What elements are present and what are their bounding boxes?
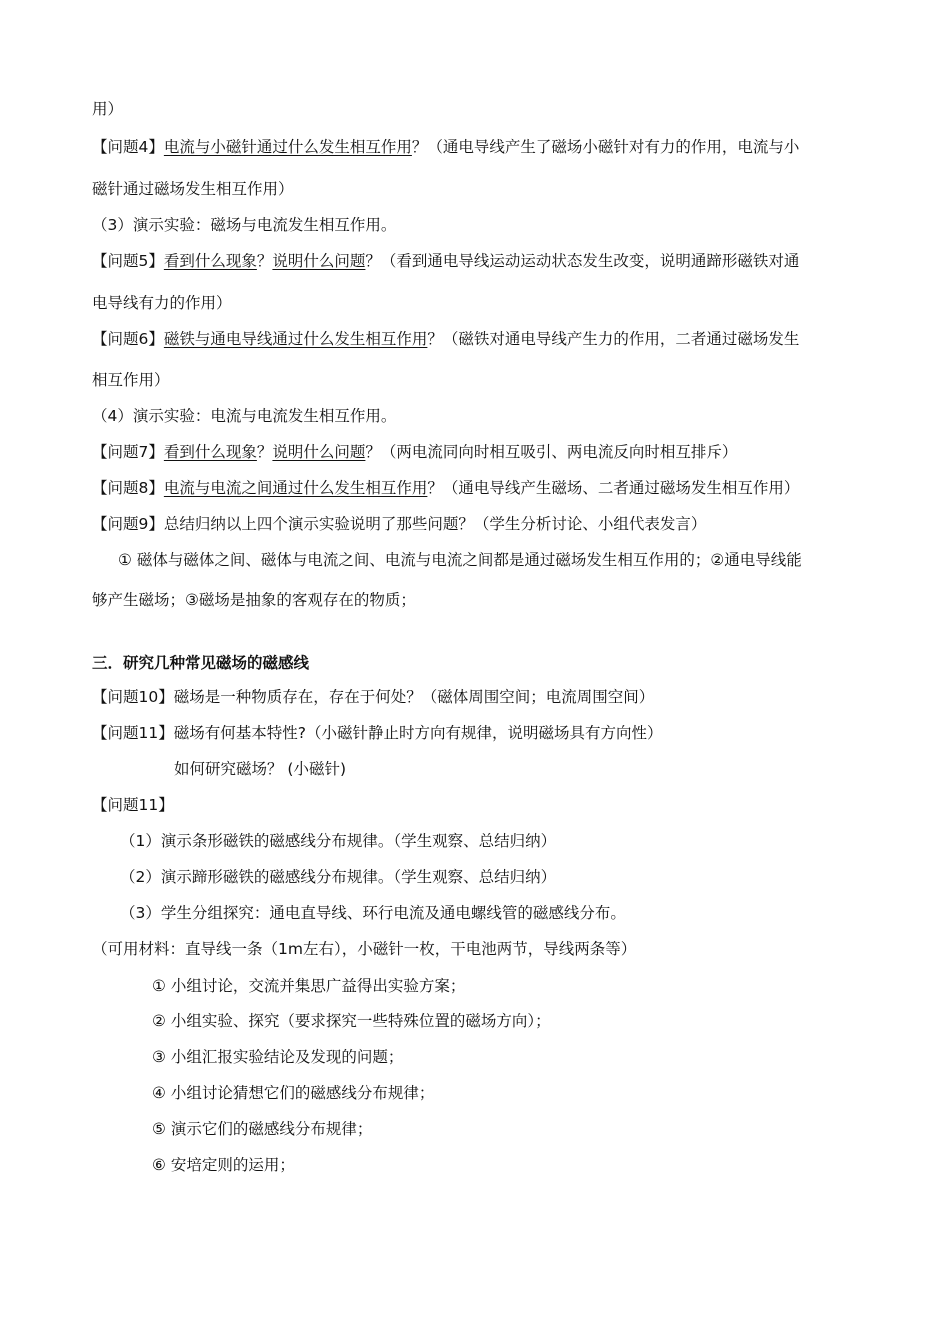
list-item: ③ 小组汇报实验结论及发现的问题； (152, 1048, 404, 1066)
question-11-line: 【问题11】磁场有何基本特性?（小磁针静止时方向有规律，说明磁场具有方向性） (92, 724, 663, 742)
question-8-line: 【问题8】电流与电流之间通过什么发生相互作用？（通电导线产生磁场、二者通过磁场发生相互作用） (92, 479, 800, 497)
list-item: （1）演示条形磁铁的磁感线分布规律。（学生观察、总结归纳） (120, 832, 557, 850)
text-line: （4）演示实验：电流与电流发生相互作用。 (92, 407, 397, 425)
section-heading: 三．研究几种常见磁场的磁感线 (92, 654, 310, 672)
list-item: ⑥ 安培定则的运用； (152, 1156, 295, 1174)
question-5-line: 【问题5】看到什么现象？说明什么问题？（看到通电导线运动运动状态发生改变，说明通蹄形磁铁对通 (92, 252, 800, 270)
text-line: 如何研究磁场？ (小磁针) (174, 760, 347, 778)
question-9-line: 【问题9】总结归纳以上四个演示实验说明了那些问题？（学生分析讨论、小组代表发言） (92, 515, 707, 533)
list-item: （2）演示蹄形磁铁的磁感线分布规律。（学生观察、总结归纳） (120, 868, 557, 886)
text-line: 够产生磁场；③磁场是抽象的客观存在的物质； (92, 591, 416, 609)
text-line: （可用材料：直导线一条（1m左右），小磁针一枚，干电池两节，导线两条等） (92, 940, 637, 958)
list-item: ② 小组实验、探究（要求探究一些特殊位置的磁场方向）； (152, 1012, 551, 1030)
text-line: 相互作用） (92, 371, 170, 389)
text-line: （3）演示实验：磁场与电流发生相互作用。 (92, 216, 397, 234)
text-line: 用） (92, 100, 124, 118)
question-4-line: 【问题4】电流与小磁针通过什么发生相互作用？（通电导线产生了磁场小磁针对有力的作用，电流与小 (92, 138, 800, 156)
question-11b-line: 【问题11】 (92, 796, 174, 814)
list-item: （3）学生分组探究：通电直导线、环行电流及通电螺线管的磁感线分布。 (120, 904, 626, 922)
list-item: ⑤ 演示它们的磁感线分布规律； (152, 1120, 373, 1138)
text-line: ① 磁体与磁体之间、磁体与电流之间、电流与电流之间都是通过磁场发生相互作用的；②通电导线能 (118, 551, 802, 569)
question-10-line: 【问题10】磁场是一种物质存在，存在于何处？（磁体周围空间；电流周围空间） (92, 688, 655, 706)
list-item: ④ 小组讨论猜想它们的磁感线分布规律； (152, 1084, 435, 1102)
question-7-line: 【问题7】看到什么现象？说明什么问题？（两电流同向时相互吸引、两电流反向时相互排斥） (92, 443, 738, 461)
text-line: 磁针通过磁场发生相互作用） (92, 180, 294, 198)
list-item: ① 小组讨论，交流并集思广益得出实验方案； (152, 977, 466, 995)
text-line: 电导线有力的作用） (92, 294, 232, 312)
question-6-line: 【问题6】磁铁与通电导线通过什么发生相互作用？（磁铁对通电导线产生力的作用，二者通过磁场发生 (92, 330, 800, 348)
